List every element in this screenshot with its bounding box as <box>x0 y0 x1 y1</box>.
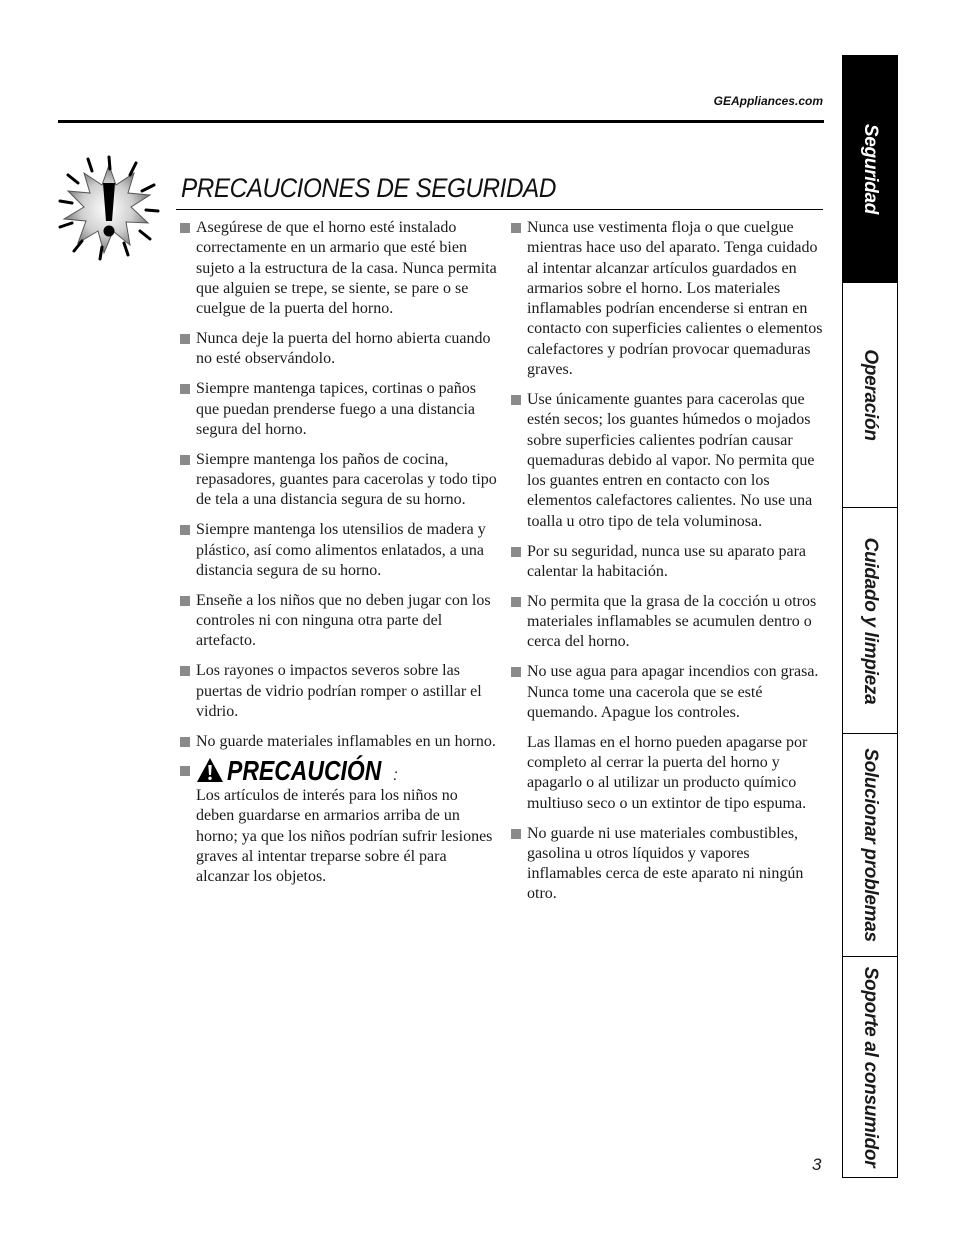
bullet-square-icon <box>511 597 521 607</box>
warning-triangle-icon <box>196 757 224 783</box>
list-item: Siempre mantenga los utensilios de madera y plástico, así como alimentos enlatados, a una distancia segura de su horno. <box>179 520 497 581</box>
fire-note: Las llamas en el horno pueden apagarse por completo al cerrar la puerta del horno y apagarlo o al utilizar un producto químico multiuso seco o un extintor de tipo espuma. <box>527 733 808 812</box>
bullet-square-icon <box>180 596 190 606</box>
section-sidebar <box>842 55 898 1178</box>
bullet-square-icon <box>511 395 521 405</box>
tab-soporte-consumidor[interactable]: Soporte al consumidor <box>843 956 897 1177</box>
bullet-square-icon <box>180 737 190 747</box>
caution-colon: : <box>393 766 398 784</box>
title-rule <box>176 209 823 210</box>
list-item: Asegúrese de que el horno esté instalado correctamente en un armario que esté bien sujeto a la estructura de la casa. Nunca permita que alguien se trepe, se siente, se pare o se cuelgue de la puerta del horno. <box>179 218 497 319</box>
tab-seguridad[interactable]: Seguridad <box>843 56 897 282</box>
list-item: Siempre mantenga tapices, cortinas o paños que puedan prenderse fuego a una distancia segura del horno. <box>179 379 497 440</box>
list-item: No permita que la grasa de la cocción u otros materiales inflamables se acumulen dentro o cerca del horno. <box>510 592 828 653</box>
left-column <box>179 218 497 897</box>
caution-text: Los artículos de interés para los niños no deben guardarse en armarios arriba de un horno; ya que los niños podrían sufrir lesiones graves al intentar treparse sobre él para alcanzar los objetos. <box>196 786 493 886</box>
list-item: Use únicamente guantes para cacerolas que estén secos; los guantes húmedos o mojados sobre superficies calientes podrían causar quemaduras debido al vapor. No permita que los guantes entren en contacto con los elementos calefactores calientes. No use una toalla u otro tipo de tela voluminosa. <box>510 390 828 532</box>
list-item: Enseñe a los niños que no deben jugar con los controles ni con ninguna otra parte del artefacto. <box>179 591 497 652</box>
tab-solucionar-problemas[interactable]: Solucionar problemas <box>843 733 897 956</box>
tab-operacion[interactable]: Operación <box>843 282 897 507</box>
bullet-square-icon <box>511 667 521 677</box>
list-item: No guarde ni use materiales combustibles, gasolina u otros líquidos y vapores inflamables cerca de este aparato ni ningún otro. <box>510 824 828 905</box>
warning-exclamation-icon <box>58 155 160 261</box>
page-number: 3 <box>812 1155 822 1174</box>
bullet-square-icon <box>180 766 190 776</box>
list-item: Nunca deje la puerta del horno abierta cuando no esté observándolo. <box>179 329 497 370</box>
site-url: GEAppliances.com <box>713 94 823 108</box>
bullet-square-icon <box>511 547 521 557</box>
bullet-square-icon <box>180 525 190 535</box>
list-item: Nunca use vestimenta floja o que cuelgue mientras hace uso del aparato. Tenga cuidado al intentar alcanzar artículos guardados en armarios sobre el horno. Los materiales inflamables podrían encenderse si entran en contacto con superficies calientes o elementos calefactores y podrían provocar quemaduras graves. <box>510 218 828 380</box>
bullet-square-icon <box>180 455 190 465</box>
right-column <box>510 218 828 914</box>
bullet-square-icon <box>180 666 190 676</box>
bullet-square-icon <box>180 223 190 233</box>
bullet-square-icon <box>511 223 521 233</box>
list-item: No guarde materiales inflamables en un horno. <box>179 732 497 752</box>
list-item: Siempre mantenga los paños de cocina, repasadores, guantes para cacerolas y todo tipo de tela a una distancia segura de su horno. <box>179 450 497 511</box>
list-item: No use agua para apagar incendios con grasa. Nunca tome una cacerola que se esté quemando. Apague los controles. <box>510 662 828 723</box>
bullet-square-icon <box>180 384 190 394</box>
caution-heading <box>179 752 497 786</box>
tab-cuidado-limpieza[interactable]: Cuidado y limpieza <box>843 507 897 733</box>
bullet-square-icon <box>180 334 190 344</box>
bullet-square-icon <box>511 829 521 839</box>
caution-label: PRECAUCIÓN <box>227 754 382 786</box>
page-title: PRECAUCIONES DE SEGURIDAD <box>181 173 556 203</box>
list-item: Por su seguridad, nunca use su aparato para calentar la habitación. <box>510 542 828 583</box>
list-item: Los rayones o impactos severos sobre las puertas de vidrio podrían romper o astillar el vidrio. <box>179 661 497 722</box>
header-rule <box>58 120 824 123</box>
